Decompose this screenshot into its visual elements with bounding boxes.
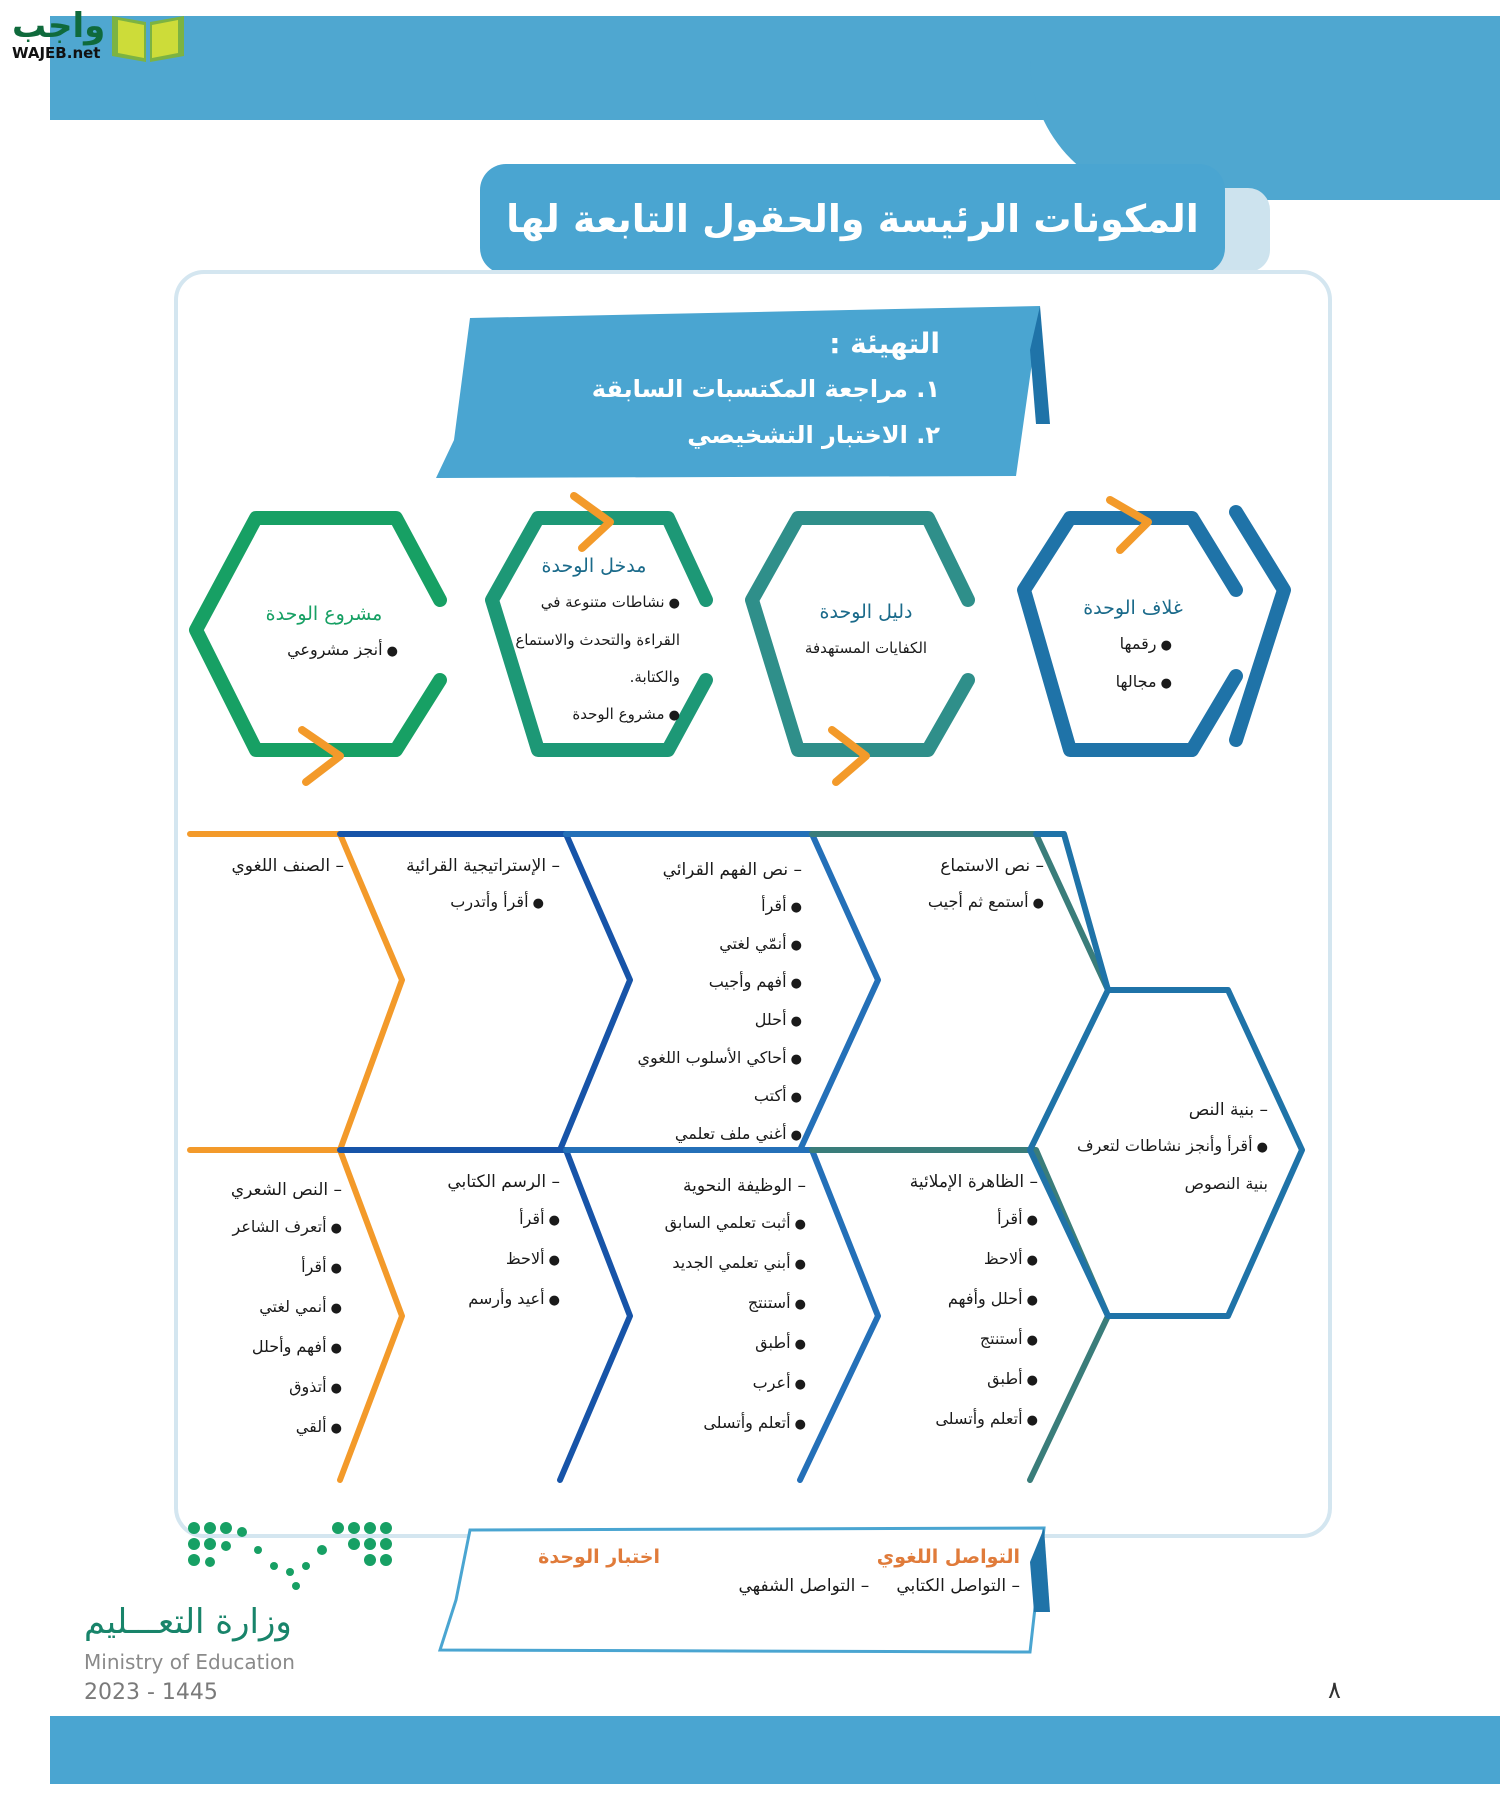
spelling-block bbox=[874, 1164, 1038, 1440]
strategy-title: – الإستراتيجية القرائية bbox=[364, 848, 560, 884]
list-item: ● رقمها bbox=[1060, 626, 1172, 664]
list-item: ● مشروع الوحدة bbox=[508, 696, 680, 734]
hex-guide-title: دليل الوحدة bbox=[819, 601, 913, 623]
list-item: ● أتعلم وأتسلى bbox=[874, 1400, 1038, 1440]
list-item: ● أكتب bbox=[616, 1078, 802, 1116]
hex-cover-title: غلاف الوحدة bbox=[1083, 597, 1183, 619]
list-item: ● أقرأ bbox=[424, 1200, 560, 1240]
list-item: ● أتذوق bbox=[196, 1368, 342, 1408]
list-item: ● أعرب bbox=[620, 1364, 806, 1404]
oral-communication: – التواصل الشفهي bbox=[738, 1576, 869, 1596]
text-structure-block bbox=[1068, 1092, 1268, 1202]
listening-block bbox=[884, 848, 1044, 922]
unit-test-title: اختبار الوحدة bbox=[538, 1546, 660, 1568]
list-item: ● أثبت تعلمي السابق bbox=[620, 1204, 806, 1244]
list-item: ● أعيد وأرسم bbox=[424, 1280, 560, 1320]
list-item: ● أفهم وأحلل bbox=[196, 1328, 342, 1368]
hex-project-title: مشروع الوحدة bbox=[265, 603, 383, 625]
ministry-name-ar: وزارة التعـــليم bbox=[84, 1602, 292, 1642]
list-item: ● أستنتج bbox=[620, 1284, 806, 1324]
page-title: المكونات الرئيسة والحقول التابعة لها bbox=[506, 197, 1199, 241]
list-item: ● أفهم وأجيب bbox=[616, 964, 802, 1002]
list-item: ● أنمي لغتي bbox=[196, 1288, 342, 1328]
list-item: ● أغني ملف تعلمي bbox=[616, 1116, 802, 1154]
grammar-title: – الوظيفة النحوية bbox=[620, 1168, 806, 1204]
intro-title: التهيئة : bbox=[829, 327, 940, 360]
ministry-name-en: Ministry of Education bbox=[84, 1650, 295, 1674]
list-item: ● أتعرف الشاعر bbox=[196, 1208, 342, 1248]
bottom-banner-text bbox=[460, 1546, 1020, 1626]
intro-block bbox=[460, 322, 940, 458]
list-item: ● أقرأ bbox=[874, 1200, 1038, 1240]
list-item: ● أنمّي لغتي bbox=[616, 926, 802, 964]
category-title: – الصنف اللغوي bbox=[196, 848, 344, 884]
communication-title: التواصل اللغوي bbox=[876, 1546, 1020, 1568]
linguistic-category-block bbox=[196, 848, 344, 884]
hex-project-text bbox=[244, 596, 404, 670]
list-item: ● أحلل bbox=[616, 1002, 802, 1040]
reading-title: – نص الفهم القرائي bbox=[616, 852, 802, 888]
list-item: ● ألقي bbox=[196, 1408, 342, 1448]
hex-guide-text bbox=[778, 594, 954, 666]
list-item: ● نشاطات متنوعة في القراءة والتحدث والاستماع والكتابة. bbox=[508, 584, 680, 696]
hex-intro-title: مدخل الوحدة bbox=[541, 555, 647, 577]
list-item: ● أقرأ bbox=[616, 888, 802, 926]
brand-site: WAJEB.net bbox=[12, 44, 101, 62]
chevron-right-outer bbox=[1236, 512, 1284, 740]
list-item: ● ألاحظ bbox=[874, 1240, 1038, 1280]
list-item: ● أقرأ وأنجز نشاطات لتعرف بنية النصوص bbox=[1068, 1128, 1268, 1202]
list-item: ● أنجز مشروعي bbox=[244, 632, 398, 670]
intro-item: ٢. الاختبار التشخيصي bbox=[687, 421, 940, 449]
reading-comprehension-block bbox=[616, 852, 802, 1154]
list-item: ● أحلل وأفهم bbox=[874, 1280, 1038, 1320]
written-communication: – التواصل الكتابي bbox=[896, 1576, 1020, 1596]
list-item: ● ألاحظ bbox=[424, 1240, 560, 1280]
poetry-title: – النص الشعري bbox=[196, 1172, 342, 1208]
poetry-block bbox=[196, 1172, 342, 1448]
grammar-block bbox=[620, 1168, 806, 1444]
list-item: ● مجالها bbox=[1060, 664, 1172, 702]
structure-title: – بنية النص bbox=[1068, 1092, 1268, 1128]
hex-guide-desc: الكفايات المستهدفة bbox=[804, 639, 928, 657]
list-item: ● أستنتج bbox=[874, 1320, 1038, 1360]
list-item: ● أتعلم وأتسلى bbox=[620, 1404, 806, 1444]
list-item: ● أستمع ثم أجيب bbox=[884, 884, 1044, 922]
list-item: ● أطبق bbox=[620, 1324, 806, 1364]
list-item: ● أحاكي الأسلوب اللغوي bbox=[616, 1040, 802, 1078]
reading-strategy-block bbox=[364, 848, 560, 922]
hex-cover-text bbox=[1060, 590, 1206, 702]
handwriting-block bbox=[424, 1164, 560, 1320]
intro-item: ١. مراجعة المكتسبات السابقة bbox=[591, 375, 940, 403]
brand-logo-text: واجب bbox=[12, 6, 106, 46]
list-item: ● أطبق bbox=[874, 1360, 1038, 1400]
spelling-title: – الظاهرة الإملائية bbox=[874, 1164, 1038, 1200]
listening-title: – نص الاستماع bbox=[884, 848, 1044, 884]
footer-band bbox=[50, 1716, 1500, 1784]
ministry-logo-icon bbox=[188, 1522, 392, 1590]
ministry-year: 2023 - 1445 bbox=[84, 1680, 218, 1705]
hex-intro-text bbox=[508, 548, 680, 734]
list-item: ● أقرأ bbox=[196, 1248, 342, 1288]
handwriting-title: – الرسم الكتابي bbox=[424, 1164, 560, 1200]
list-item: ● أبني تعلمي الجديد bbox=[620, 1244, 806, 1284]
page-number: ٨ bbox=[1328, 1676, 1341, 1704]
list-item: ● أقرأ وأتدرب bbox=[364, 884, 544, 922]
